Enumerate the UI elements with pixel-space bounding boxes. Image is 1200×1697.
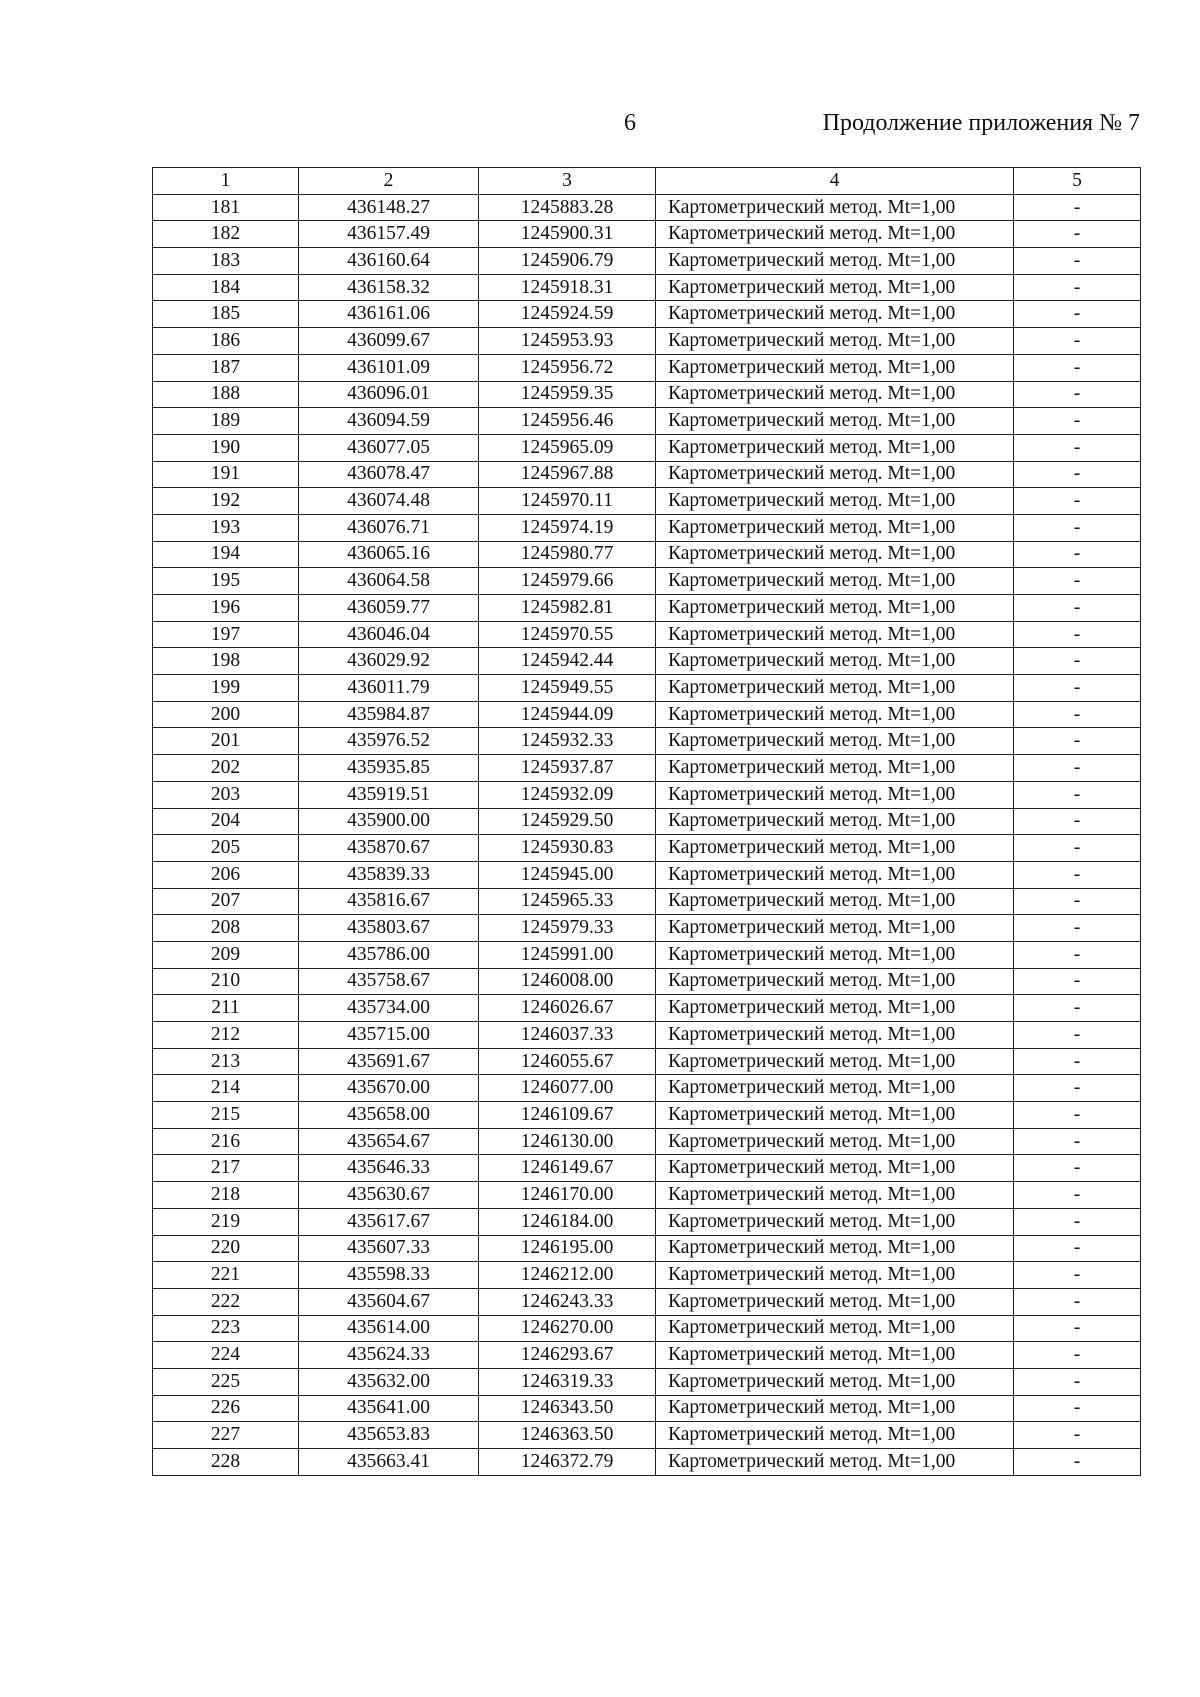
y-coordinate-cell: 1245959.35	[479, 381, 656, 408]
table-row	[153, 274, 1141, 301]
description-cell: -	[1014, 595, 1141, 622]
method-cell: Картометрический метод. Mt=1,00	[656, 781, 1014, 808]
description-cell: -	[1014, 1315, 1141, 1342]
method-cell: Картометрический метод. Mt=1,00	[656, 835, 1014, 862]
point-number-cell: 185	[153, 301, 299, 328]
table-row	[153, 1368, 1141, 1395]
point-number-cell: 191	[153, 461, 299, 488]
point-number-cell: 218	[153, 1182, 299, 1209]
x-coordinate-cell: 435663.41	[299, 1449, 479, 1476]
y-coordinate-cell: 1246243.33	[479, 1288, 656, 1315]
description-cell: -	[1014, 781, 1141, 808]
y-coordinate-cell: 1245930.83	[479, 835, 656, 862]
point-number-cell: 226	[153, 1395, 299, 1422]
y-coordinate-cell: 1246149.67	[479, 1155, 656, 1182]
x-coordinate-cell: 435900.00	[299, 808, 479, 835]
point-number-cell: 182	[153, 221, 299, 248]
x-coordinate-cell: 435803.67	[299, 915, 479, 942]
y-coordinate-cell: 1245970.11	[479, 488, 656, 515]
method-cell: Картометрический метод. Mt=1,00	[656, 675, 1014, 702]
table-row	[153, 1075, 1141, 1102]
table-row	[153, 248, 1141, 275]
table-row	[153, 1395, 1141, 1422]
x-coordinate-cell: 435630.67	[299, 1182, 479, 1209]
y-coordinate-cell: 1245956.72	[479, 354, 656, 381]
y-coordinate-cell: 1245967.88	[479, 461, 656, 488]
table-row	[153, 1422, 1141, 1449]
y-coordinate-cell: 1246184.00	[479, 1208, 656, 1235]
x-coordinate-cell: 435715.00	[299, 1022, 479, 1049]
method-cell: Картометрический метод. Mt=1,00	[656, 808, 1014, 835]
x-coordinate-cell: 436046.04	[299, 621, 479, 648]
header-row	[153, 168, 1141, 195]
column-header-x-coordinate: 2	[299, 168, 479, 195]
method-cell: Картометрический метод. Mt=1,00	[656, 1315, 1014, 1342]
x-coordinate-cell: 436101.09	[299, 354, 479, 381]
y-coordinate-cell: 1245942.44	[479, 648, 656, 675]
table-row	[153, 915, 1141, 942]
point-number-cell: 200	[153, 701, 299, 728]
method-cell: Картометрический метод. Mt=1,00	[656, 621, 1014, 648]
table-row	[153, 1022, 1141, 1049]
method-cell: Картометрический метод. Mt=1,00	[656, 1075, 1014, 1102]
y-coordinate-cell: 1245974.19	[479, 514, 656, 541]
y-coordinate-cell: 1246195.00	[479, 1235, 656, 1262]
point-number-cell: 205	[153, 835, 299, 862]
point-number-cell: 181	[153, 194, 299, 221]
x-coordinate-cell: 436158.32	[299, 274, 479, 301]
description-cell: -	[1014, 1182, 1141, 1209]
description-cell: -	[1014, 274, 1141, 301]
method-cell: Картометрический метод. Mt=1,00	[656, 1395, 1014, 1422]
column-header-point-number: 1	[153, 168, 299, 195]
method-cell: Картометрический метод. Mt=1,00	[656, 728, 1014, 755]
method-cell: Картометрический метод. Mt=1,00	[656, 221, 1014, 248]
y-coordinate-cell: 1245929.50	[479, 808, 656, 835]
description-cell: -	[1014, 541, 1141, 568]
method-cell: Картометрический метод. Mt=1,00	[656, 194, 1014, 221]
method-cell: Картометрический метод. Mt=1,00	[656, 1208, 1014, 1235]
method-cell: Картометрический метод. Mt=1,00	[656, 408, 1014, 435]
x-coordinate-cell: 436099.67	[299, 328, 479, 355]
y-coordinate-cell: 1245924.59	[479, 301, 656, 328]
y-coordinate-cell: 1245970.55	[479, 621, 656, 648]
x-coordinate-cell: 436076.71	[299, 514, 479, 541]
method-cell: Картометрический метод. Mt=1,00	[656, 514, 1014, 541]
point-number-cell: 201	[153, 728, 299, 755]
point-number-cell: 221	[153, 1262, 299, 1289]
column-header-y-coordinate: 3	[479, 168, 656, 195]
description-cell: -	[1014, 808, 1141, 835]
table-row	[153, 488, 1141, 515]
y-coordinate-cell: 1245965.33	[479, 888, 656, 915]
y-coordinate-cell: 1245932.09	[479, 781, 656, 808]
description-cell: -	[1014, 301, 1141, 328]
method-cell: Картометрический метод. Mt=1,00	[656, 1288, 1014, 1315]
table-row	[153, 408, 1141, 435]
description-cell: -	[1014, 514, 1141, 541]
table-row	[153, 1315, 1141, 1342]
method-cell: Картометрический метод. Mt=1,00	[656, 701, 1014, 728]
description-cell: -	[1014, 461, 1141, 488]
x-coordinate-cell: 436161.06	[299, 301, 479, 328]
method-cell: Картометрический метод. Mt=1,00	[656, 1102, 1014, 1129]
y-coordinate-cell: 1246343.50	[479, 1395, 656, 1422]
description-cell: -	[1014, 835, 1141, 862]
y-coordinate-cell: 1245991.00	[479, 941, 656, 968]
table-row	[153, 434, 1141, 461]
point-number-cell: 225	[153, 1368, 299, 1395]
point-number-cell: 184	[153, 274, 299, 301]
y-coordinate-cell: 1245918.31	[479, 274, 656, 301]
point-number-cell: 211	[153, 995, 299, 1022]
y-coordinate-cell: 1245900.31	[479, 221, 656, 248]
point-number-cell: 220	[153, 1235, 299, 1262]
method-cell: Картометрический метод. Mt=1,00	[656, 248, 1014, 275]
description-cell: -	[1014, 701, 1141, 728]
y-coordinate-cell: 1245980.77	[479, 541, 656, 568]
point-number-cell: 187	[153, 354, 299, 381]
table-row	[153, 568, 1141, 595]
x-coordinate-cell: 435984.87	[299, 701, 479, 728]
table-row	[153, 461, 1141, 488]
table-row	[153, 728, 1141, 755]
point-number-cell: 189	[153, 408, 299, 435]
method-cell: Картометрический метод. Mt=1,00	[656, 1342, 1014, 1369]
y-coordinate-cell: 1246109.67	[479, 1102, 656, 1129]
x-coordinate-cell: 435654.67	[299, 1128, 479, 1155]
table-row	[153, 541, 1141, 568]
description-cell: -	[1014, 1368, 1141, 1395]
description-cell: -	[1014, 728, 1141, 755]
x-coordinate-cell: 435641.00	[299, 1395, 479, 1422]
x-coordinate-cell: 435976.52	[299, 728, 479, 755]
point-number-cell: 206	[153, 861, 299, 888]
table-row	[153, 194, 1141, 221]
table-row	[153, 995, 1141, 1022]
method-cell: Картометрический метод. Mt=1,00	[656, 648, 1014, 675]
table-row	[153, 1048, 1141, 1075]
description-cell: -	[1014, 1422, 1141, 1449]
y-coordinate-cell: 1246270.00	[479, 1315, 656, 1342]
method-cell: Картометрический метод. Mt=1,00	[656, 888, 1014, 915]
y-coordinate-cell: 1245979.66	[479, 568, 656, 595]
method-cell: Картометрический метод. Mt=1,00	[656, 461, 1014, 488]
x-coordinate-cell: 436059.77	[299, 595, 479, 622]
table-row	[153, 648, 1141, 675]
description-cell: -	[1014, 1395, 1141, 1422]
x-coordinate-cell: 436160.64	[299, 248, 479, 275]
point-number-cell: 188	[153, 381, 299, 408]
x-coordinate-cell: 435670.00	[299, 1075, 479, 1102]
x-coordinate-cell: 435617.67	[299, 1208, 479, 1235]
coordinates-table	[152, 167, 1141, 1476]
table-row	[153, 1155, 1141, 1182]
table-row	[153, 968, 1141, 995]
x-coordinate-cell: 435624.33	[299, 1342, 479, 1369]
description-cell: -	[1014, 861, 1141, 888]
point-number-cell: 203	[153, 781, 299, 808]
description-cell: -	[1014, 328, 1141, 355]
point-number-cell: 199	[153, 675, 299, 702]
description-cell: -	[1014, 1102, 1141, 1129]
table-row	[153, 701, 1141, 728]
x-coordinate-cell: 435632.00	[299, 1368, 479, 1395]
table-row	[153, 1288, 1141, 1315]
x-coordinate-cell: 435604.67	[299, 1288, 479, 1315]
x-coordinate-cell: 436029.92	[299, 648, 479, 675]
x-coordinate-cell: 435646.33	[299, 1155, 479, 1182]
point-number-cell: 197	[153, 621, 299, 648]
x-coordinate-cell: 436078.47	[299, 461, 479, 488]
table-row	[153, 514, 1141, 541]
method-cell: Картометрический метод. Mt=1,00	[656, 861, 1014, 888]
method-cell: Картометрический метод. Mt=1,00	[656, 1262, 1014, 1289]
description-cell: -	[1014, 194, 1141, 221]
point-number-cell: 193	[153, 514, 299, 541]
table-row	[153, 595, 1141, 622]
method-cell: Картометрический метод. Mt=1,00	[656, 354, 1014, 381]
table-row	[153, 1235, 1141, 1262]
table-row	[153, 941, 1141, 968]
method-cell: Картометрический метод. Mt=1,00	[656, 1422, 1014, 1449]
page-number: 6	[624, 110, 636, 136]
point-number-cell: 224	[153, 1342, 299, 1369]
method-cell: Картометрический метод. Mt=1,00	[656, 274, 1014, 301]
table-row	[153, 328, 1141, 355]
y-coordinate-cell: 1246363.50	[479, 1422, 656, 1449]
description-cell: -	[1014, 621, 1141, 648]
table-header	[153, 168, 1141, 195]
table-row	[153, 381, 1141, 408]
method-cell: Картометрический метод. Mt=1,00	[656, 755, 1014, 782]
description-cell: -	[1014, 1075, 1141, 1102]
y-coordinate-cell: 1246037.33	[479, 1022, 656, 1049]
point-number-cell: 186	[153, 328, 299, 355]
method-cell: Картометрический метод. Mt=1,00	[656, 1182, 1014, 1209]
description-cell: -	[1014, 1235, 1141, 1262]
table-row	[153, 888, 1141, 915]
y-coordinate-cell: 1245937.87	[479, 755, 656, 782]
y-coordinate-cell: 1245944.09	[479, 701, 656, 728]
table-row	[153, 1449, 1141, 1476]
point-number-cell: 209	[153, 941, 299, 968]
method-cell: Картометрический метод. Mt=1,00	[656, 381, 1014, 408]
point-number-cell: 212	[153, 1022, 299, 1049]
method-cell: Картометрический метод. Mt=1,00	[656, 595, 1014, 622]
y-coordinate-cell: 1245982.81	[479, 595, 656, 622]
description-cell: -	[1014, 915, 1141, 942]
table-body	[153, 194, 1141, 1475]
description-cell: -	[1014, 648, 1141, 675]
point-number-cell: 210	[153, 968, 299, 995]
point-number-cell: 216	[153, 1128, 299, 1155]
table-row	[153, 835, 1141, 862]
y-coordinate-cell: 1246077.00	[479, 1075, 656, 1102]
point-number-cell: 222	[153, 1288, 299, 1315]
x-coordinate-cell: 435870.67	[299, 835, 479, 862]
method-cell: Картометрический метод. Mt=1,00	[656, 568, 1014, 595]
description-cell: -	[1014, 408, 1141, 435]
column-header-description: 5	[1014, 168, 1141, 195]
point-number-cell: 183	[153, 248, 299, 275]
table-row	[153, 221, 1141, 248]
x-coordinate-cell: 436157.49	[299, 221, 479, 248]
y-coordinate-cell: 1246293.67	[479, 1342, 656, 1369]
y-coordinate-cell: 1245965.09	[479, 434, 656, 461]
description-cell: -	[1014, 1449, 1141, 1476]
y-coordinate-cell: 1246170.00	[479, 1182, 656, 1209]
table-row	[153, 781, 1141, 808]
method-cell: Картометрический метод. Mt=1,00	[656, 1235, 1014, 1262]
method-cell: Картометрический метод. Mt=1,00	[656, 1022, 1014, 1049]
table-row	[153, 301, 1141, 328]
method-cell: Картометрический метод. Mt=1,00	[656, 1048, 1014, 1075]
point-number-cell: 194	[153, 541, 299, 568]
x-coordinate-cell: 435919.51	[299, 781, 479, 808]
y-coordinate-cell: 1245953.93	[479, 328, 656, 355]
point-number-cell: 208	[153, 915, 299, 942]
table-row	[153, 1342, 1141, 1369]
y-coordinate-cell: 1246008.00	[479, 968, 656, 995]
description-cell: -	[1014, 1342, 1141, 1369]
description-cell: -	[1014, 381, 1141, 408]
description-cell: -	[1014, 675, 1141, 702]
x-coordinate-cell: 435734.00	[299, 995, 479, 1022]
method-cell: Картометрический метод. Mt=1,00	[656, 1368, 1014, 1395]
method-cell: Картометрический метод. Mt=1,00	[656, 328, 1014, 355]
y-coordinate-cell: 1245949.55	[479, 675, 656, 702]
appendix-continuation-title: Продолжение приложения № 7	[822, 110, 1140, 136]
y-coordinate-cell: 1246026.67	[479, 995, 656, 1022]
point-number-cell: 204	[153, 808, 299, 835]
column-header-method: 4	[656, 168, 1014, 195]
description-cell: -	[1014, 941, 1141, 968]
y-coordinate-cell: 1245932.33	[479, 728, 656, 755]
table-row	[153, 354, 1141, 381]
y-coordinate-cell: 1245956.46	[479, 408, 656, 435]
x-coordinate-cell: 435614.00	[299, 1315, 479, 1342]
point-number-cell: 217	[153, 1155, 299, 1182]
description-cell: -	[1014, 1022, 1141, 1049]
description-cell: -	[1014, 221, 1141, 248]
method-cell: Картометрический метод. Mt=1,00	[656, 1155, 1014, 1182]
point-number-cell: 215	[153, 1102, 299, 1129]
x-coordinate-cell: 436148.27	[299, 194, 479, 221]
x-coordinate-cell: 435758.67	[299, 968, 479, 995]
point-number-cell: 228	[153, 1449, 299, 1476]
point-number-cell: 213	[153, 1048, 299, 1075]
x-coordinate-cell: 435653.83	[299, 1422, 479, 1449]
x-coordinate-cell: 435935.85	[299, 755, 479, 782]
description-cell: -	[1014, 1288, 1141, 1315]
point-number-cell: 219	[153, 1208, 299, 1235]
point-number-cell: 192	[153, 488, 299, 515]
y-coordinate-cell: 1245979.33	[479, 915, 656, 942]
x-coordinate-cell: 436077.05	[299, 434, 479, 461]
method-cell: Картометрический метод. Mt=1,00	[656, 488, 1014, 515]
method-cell: Картометрический метод. Mt=1,00	[656, 434, 1014, 461]
description-cell: -	[1014, 1208, 1141, 1235]
point-number-cell: 207	[153, 888, 299, 915]
y-coordinate-cell: 1245906.79	[479, 248, 656, 275]
method-cell: Картометрический метод. Mt=1,00	[656, 995, 1014, 1022]
description-cell: -	[1014, 755, 1141, 782]
method-cell: Картометрический метод. Mt=1,00	[656, 941, 1014, 968]
description-cell: -	[1014, 434, 1141, 461]
y-coordinate-cell: 1246372.79	[479, 1449, 656, 1476]
table-row	[153, 621, 1141, 648]
description-cell: -	[1014, 995, 1141, 1022]
point-number-cell: 227	[153, 1422, 299, 1449]
description-cell: -	[1014, 1048, 1141, 1075]
description-cell: -	[1014, 568, 1141, 595]
method-cell: Картометрический метод. Mt=1,00	[656, 915, 1014, 942]
description-cell: -	[1014, 248, 1141, 275]
y-coordinate-cell: 1245945.00	[479, 861, 656, 888]
point-number-cell: 198	[153, 648, 299, 675]
table-row	[153, 1102, 1141, 1129]
description-cell: -	[1014, 968, 1141, 995]
point-number-cell: 202	[153, 755, 299, 782]
point-number-cell: 190	[153, 434, 299, 461]
table-row	[153, 1208, 1141, 1235]
table-row	[153, 755, 1141, 782]
x-coordinate-cell: 436074.48	[299, 488, 479, 515]
description-cell: -	[1014, 354, 1141, 381]
table-row	[153, 808, 1141, 835]
point-number-cell: 214	[153, 1075, 299, 1102]
method-cell: Картометрический метод. Mt=1,00	[656, 541, 1014, 568]
x-coordinate-cell: 435691.67	[299, 1048, 479, 1075]
x-coordinate-cell: 436065.16	[299, 541, 479, 568]
x-coordinate-cell: 435816.67	[299, 888, 479, 915]
method-cell: Картометрический метод. Mt=1,00	[656, 301, 1014, 328]
point-number-cell: 195	[153, 568, 299, 595]
description-cell: -	[1014, 1128, 1141, 1155]
description-cell: -	[1014, 888, 1141, 915]
x-coordinate-cell: 435839.33	[299, 861, 479, 888]
table-row	[153, 1262, 1141, 1289]
x-coordinate-cell: 436011.79	[299, 675, 479, 702]
description-cell: -	[1014, 1262, 1141, 1289]
description-cell: -	[1014, 1155, 1141, 1182]
x-coordinate-cell: 435658.00	[299, 1102, 479, 1129]
x-coordinate-cell: 436094.59	[299, 408, 479, 435]
table-row	[153, 675, 1141, 702]
point-number-cell: 223	[153, 1315, 299, 1342]
table-row	[153, 861, 1141, 888]
table-row	[153, 1182, 1141, 1209]
y-coordinate-cell: 1246212.00	[479, 1262, 656, 1289]
x-coordinate-cell: 435786.00	[299, 941, 479, 968]
y-coordinate-cell: 1246130.00	[479, 1128, 656, 1155]
y-coordinate-cell: 1246319.33	[479, 1368, 656, 1395]
method-cell: Картометрический метод. Mt=1,00	[656, 968, 1014, 995]
description-cell: -	[1014, 488, 1141, 515]
point-number-cell: 196	[153, 595, 299, 622]
x-coordinate-cell: 436096.01	[299, 381, 479, 408]
method-cell: Картометрический метод. Mt=1,00	[656, 1449, 1014, 1476]
x-coordinate-cell: 435598.33	[299, 1262, 479, 1289]
y-coordinate-cell: 1245883.28	[479, 194, 656, 221]
table-row	[153, 1128, 1141, 1155]
x-coordinate-cell: 436064.58	[299, 568, 479, 595]
x-coordinate-cell: 435607.33	[299, 1235, 479, 1262]
method-cell: Картометрический метод. Mt=1,00	[656, 1128, 1014, 1155]
y-coordinate-cell: 1246055.67	[479, 1048, 656, 1075]
